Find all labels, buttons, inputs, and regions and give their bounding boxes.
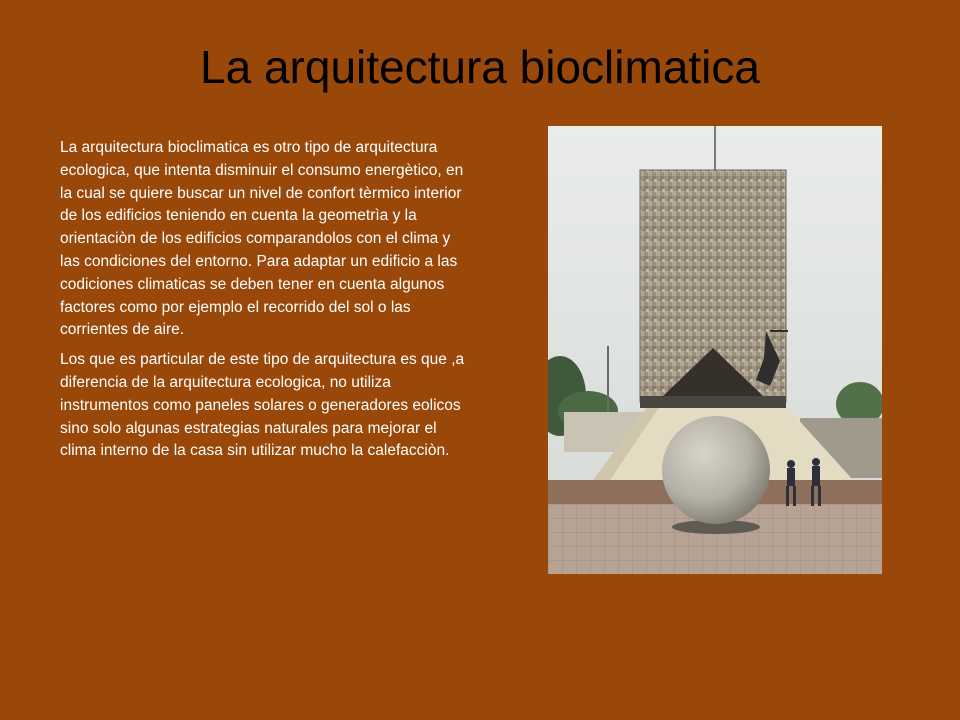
paragraph-1: La arquitectura bioclimatica es otro tipo de arquitectura ecologica, que intenta disminuir el consumo energètico, en la cual se quiere buscar un nivel de confort tèrmico interior de los edificios teniendo en cuenta la geometrìa y la orientaciòn de los edificios comparandolos con el clima y las condiciones del entorno. Para adaptar un edificio a las codiciones climaticas se deben tener en cuenta algunos factores como por ejemplo el recorrido del sol o las corrientes de aire.	[60, 139, 464, 339]
paragraph-2: Los que es particular de este tipo de arquitectura es que ,a diferencia de la arquitectura ecologica, no utiliza instrumentos como paneles solares o generadores eolicos sino solo algunas estrategias naturales para mejorar el clima interno de la casa sin utilizar mucho la calefacciòn.	[60, 351, 465, 460]
building-photo	[548, 126, 882, 574]
slide-body	[60, 137, 465, 470]
slide-title: La arquitectura bioclimatica	[200, 41, 760, 93]
